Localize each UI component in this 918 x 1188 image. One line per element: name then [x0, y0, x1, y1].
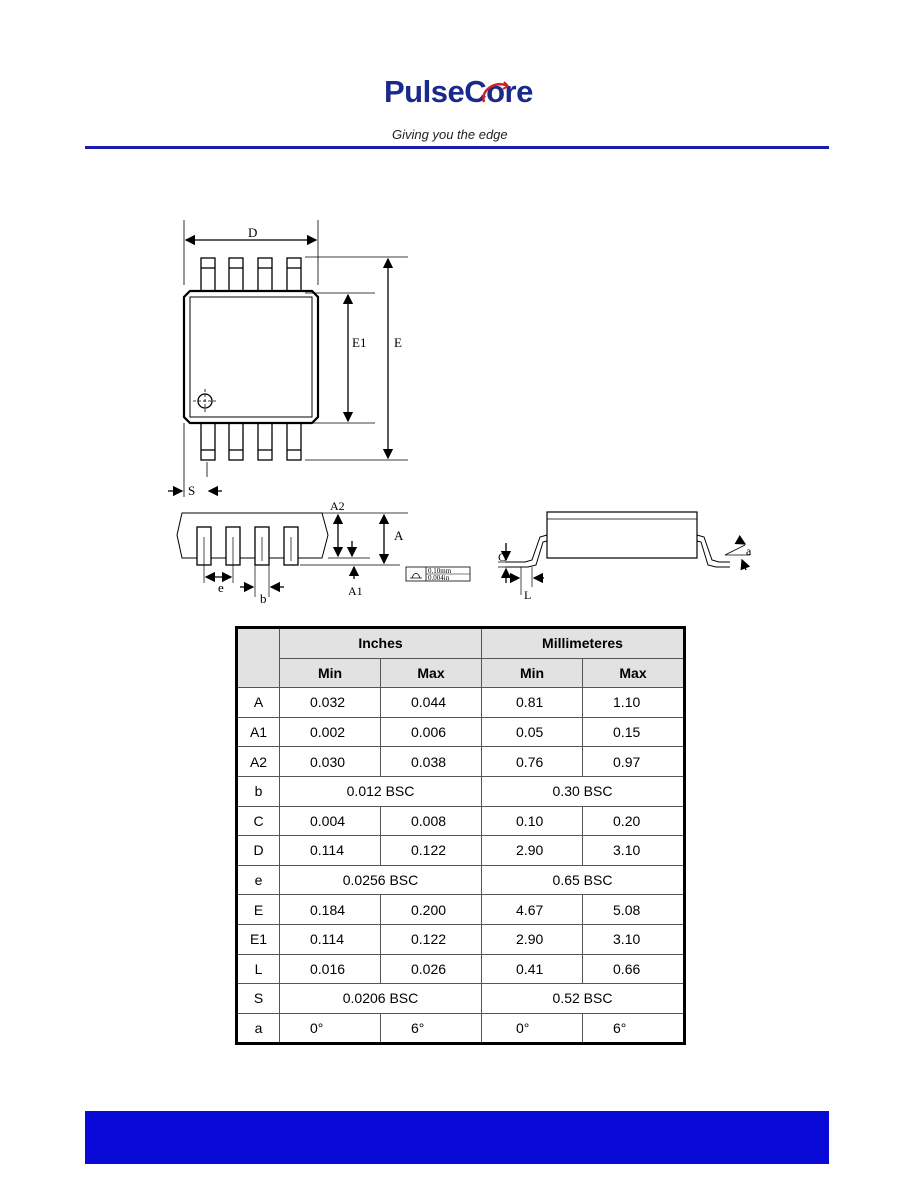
dim-label-D: D [248, 225, 258, 240]
cell-mm-min: 2.90 [482, 836, 583, 866]
cell-mm-max: 3.10 [583, 924, 685, 954]
table-body [237, 688, 685, 1044]
cell-mm-min: 0.10 [482, 806, 583, 836]
dim-label-A1: A1 [348, 584, 363, 598]
cell-in-min: 0.184 [280, 895, 381, 925]
tolerance-in: 0.004in [428, 574, 450, 582]
cell-mm-bsc: 0.65 BSC [482, 865, 685, 895]
cell-mm-max: 0.66 [583, 954, 685, 984]
cell-symbol: E [237, 895, 280, 925]
cell-symbol: e [237, 865, 280, 895]
cell-in-max: 0.122 [381, 924, 482, 954]
dim-label-b: b [260, 591, 267, 605]
logo-tagline: Giving you the edge [392, 127, 508, 142]
cell-mm-min: 0° [482, 1013, 583, 1044]
header-rule [85, 146, 829, 149]
table-row [237, 984, 685, 1014]
header-mm-max: Max [583, 658, 685, 688]
logo-swoosh-icon [478, 76, 518, 116]
footer-band [85, 1111, 829, 1164]
dimension-table [235, 626, 686, 1045]
cell-symbol: C [237, 806, 280, 836]
cell-in-max: 0.122 [381, 836, 482, 866]
cell-in-max: 0.006 [381, 717, 482, 747]
dim-label-E: E [394, 335, 402, 350]
cell-mm-bsc: 0.52 BSC [482, 984, 685, 1014]
cell-mm-max: 0.20 [583, 806, 685, 836]
table-row [237, 688, 685, 718]
cell-in-max: 0.038 [381, 747, 482, 777]
header-inches: Inches [280, 628, 482, 659]
cell-in-max: 0.026 [381, 954, 482, 984]
table-header-row [237, 628, 685, 659]
tolerance-mm: 0.10mm [428, 567, 452, 575]
package-drawing [160, 215, 770, 605]
cell-mm-max: 1.10 [583, 688, 685, 718]
cell-mm-min: 0.41 [482, 954, 583, 984]
cell-mm-max: 0.15 [583, 717, 685, 747]
cell-in-max: 0.044 [381, 688, 482, 718]
table-row [237, 836, 685, 866]
cell-inches-bsc: 0.0206 BSC [280, 984, 482, 1014]
cell-mm-max: 5.08 [583, 895, 685, 925]
cell-in-min: 0.032 [280, 688, 381, 718]
dim-label-A: A [394, 528, 404, 543]
cell-mm-bsc: 0.30 BSC [482, 776, 685, 806]
cell-symbol: b [237, 776, 280, 806]
cell-mm-max: 3.10 [583, 836, 685, 866]
cell-mm-min: 0.76 [482, 747, 583, 777]
header-mm-min: Min [482, 658, 583, 688]
logo-core: Core [464, 74, 533, 109]
cell-inches-bsc: 0.012 BSC [280, 776, 482, 806]
cell-in-max: 0.200 [381, 895, 482, 925]
table-row [237, 865, 685, 895]
cell-symbol: a [237, 1013, 280, 1044]
cell-in-max: 0.008 [381, 806, 482, 836]
table-row [237, 806, 685, 836]
header-in-min: Min [280, 658, 381, 688]
header-millimeters: Millimeteres [482, 628, 685, 659]
dim-label-L: L [524, 588, 532, 602]
cell-in-max: 6° [381, 1013, 482, 1044]
table-row [237, 954, 685, 984]
dim-label-e: e [218, 580, 224, 595]
cell-in-min: 0.030 [280, 747, 381, 777]
cell-in-min: 0.016 [280, 954, 381, 984]
dim-label-E1: E1 [352, 335, 367, 350]
dim-label-a: a [746, 544, 752, 558]
dim-label-S: S [188, 483, 196, 498]
cell-symbol: S [237, 984, 280, 1014]
table-row [237, 1013, 685, 1044]
cell-in-min: 0° [280, 1013, 381, 1044]
cell-mm-min: 0.05 [482, 717, 583, 747]
cell-in-min: 0.114 [280, 924, 381, 954]
dim-label-A2: A2 [330, 499, 345, 513]
company-logo [384, 74, 544, 146]
table-row [237, 747, 685, 777]
table-row [237, 776, 685, 806]
cell-mm-min: 4.67 [482, 895, 583, 925]
cell-symbol: E1 [237, 924, 280, 954]
cell-mm-max: 0.97 [583, 747, 685, 777]
dim-label-C: C [498, 550, 507, 564]
cell-in-min: 0.004 [280, 806, 381, 836]
header-in-max: Max [381, 658, 482, 688]
cell-mm-min: 0.81 [482, 688, 583, 718]
table-corner-cell [237, 628, 280, 688]
cell-symbol: A [237, 688, 280, 718]
table-row [237, 924, 685, 954]
table-row [237, 895, 685, 925]
cell-in-min: 0.114 [280, 836, 381, 866]
cell-in-min: 0.002 [280, 717, 381, 747]
cell-mm-min: 2.90 [482, 924, 583, 954]
cell-symbol: A2 [237, 747, 280, 777]
logo-pulse: Pulse [384, 74, 465, 109]
table-subheader-row [237, 658, 685, 688]
cell-symbol: L [237, 954, 280, 984]
cell-symbol: A1 [237, 717, 280, 747]
cell-symbol: D [237, 836, 280, 866]
table-row [237, 717, 685, 747]
package-outline-svg [160, 215, 770, 605]
cell-mm-max: 6° [583, 1013, 685, 1044]
cell-inches-bsc: 0.0256 BSC [280, 865, 482, 895]
